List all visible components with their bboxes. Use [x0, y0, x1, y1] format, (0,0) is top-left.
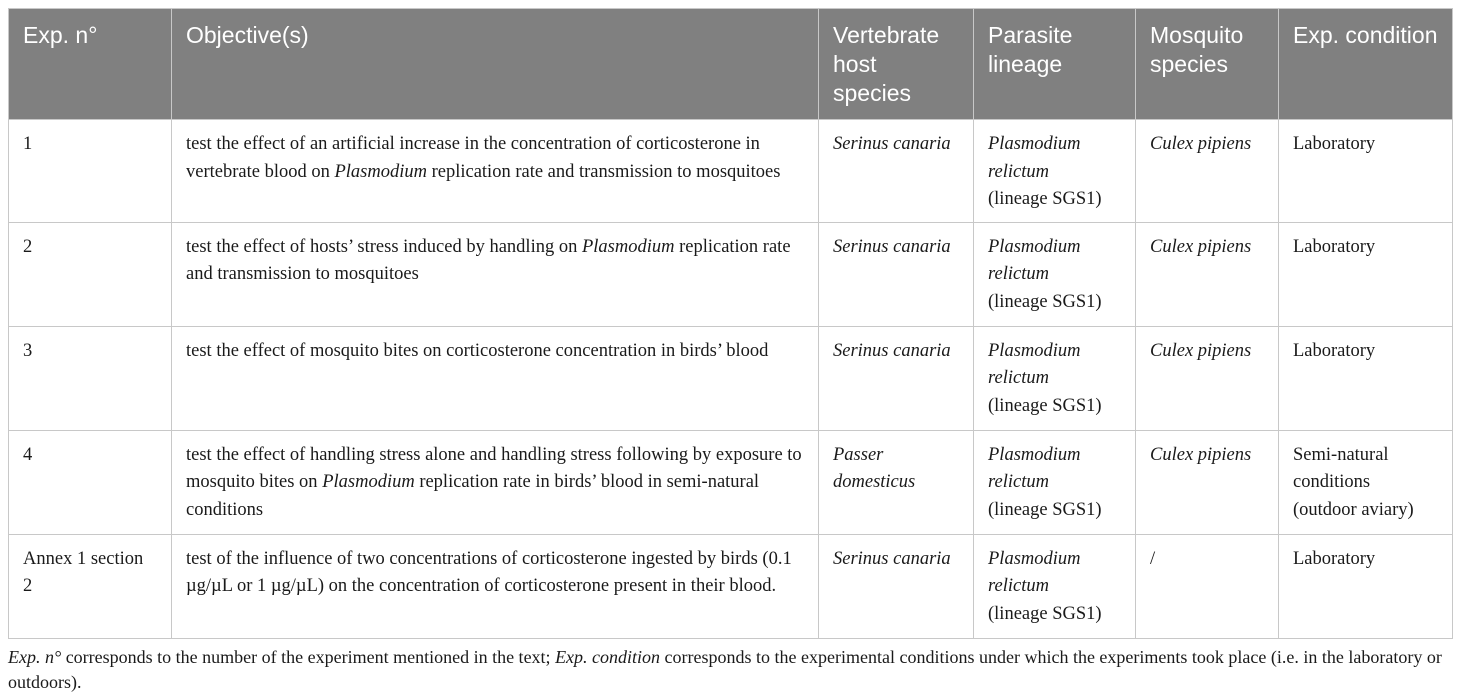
cell-condition: Laboratory	[1279, 326, 1453, 430]
table-row	[9, 430, 1453, 534]
column-header-parasite: Parasite lineage	[974, 9, 1136, 120]
cell-host: Serinus canaria	[819, 534, 974, 638]
parasite-lineage: (lineage SGS1)	[988, 189, 1102, 209]
cell-mosquito: Culex pipiens	[1136, 326, 1279, 430]
footnote-text: corresponds to the experimental conditions under which the experiments took place (i.e. in the laboratory or outdoors).	[8, 647, 1442, 692]
cell-host: Passer domesticus	[819, 430, 974, 534]
table-row	[9, 120, 1453, 223]
cell-objective	[172, 326, 819, 430]
cell-parasite	[974, 326, 1136, 430]
table-row	[9, 534, 1453, 638]
cell-host: Serinus canaria	[819, 222, 974, 326]
column-header-host: Vertebrate host species	[819, 9, 974, 120]
cell-mosquito: Culex pipiens	[1136, 120, 1279, 223]
cell-host: Serinus canaria	[819, 120, 974, 223]
objective-genus: Plasmodium	[581, 236, 675, 257]
parasite-name: Plasmodium relictum	[988, 236, 1081, 284]
experiments-table	[8, 8, 1453, 639]
cell-exp: 4	[9, 430, 172, 534]
table-row	[9, 326, 1453, 430]
objective-text: replication rate in birds’ blood in semi-natural conditions	[186, 472, 760, 520]
objective-text: replication rate and transmission to mosquitoes	[186, 236, 791, 284]
header-row	[9, 9, 1453, 120]
parasite-name: Plasmodium relictum	[988, 548, 1081, 596]
column-header-objective: Objective(s)	[172, 9, 819, 120]
footnote-term: Exp. n°	[8, 647, 62, 667]
column-header-condition: Exp. condition	[1279, 9, 1453, 120]
cell-objective	[172, 222, 819, 326]
objective-text: test the effect of hosts’ stress induced by handling on	[186, 236, 582, 257]
parasite-name: Plasmodium relictum	[988, 134, 1081, 182]
cell-condition: Laboratory	[1279, 534, 1453, 638]
cell-parasite	[974, 120, 1136, 223]
objective-text: test of the influence of two concentrations of corticosterone ingested by birds (0.1 µg/µL or 1 µg/µL) on the concentration of corticosterone present in their blood.	[186, 548, 792, 596]
cell-condition: Semi-natural conditions (outdoor aviary)	[1279, 430, 1453, 534]
table-row	[9, 222, 1453, 326]
cell-exp: 1	[9, 120, 172, 223]
cell-parasite	[974, 222, 1136, 326]
objective-text: test the effect of an artificial increase in the concentration of corticosterone in vertebrate blood on	[186, 134, 760, 182]
cell-host: Serinus canaria	[819, 326, 974, 430]
cell-objective	[172, 534, 819, 638]
footnote-text: corresponds to the number of the experiment mentioned in the text;	[61, 647, 556, 667]
objective-text: test the effect of mosquito bites on corticosterone concentration in birds’ blood	[186, 340, 769, 361]
cell-condition: Laboratory	[1279, 120, 1453, 223]
column-header-exp: Exp. n°	[9, 9, 172, 120]
column-header-mosquito: Mosquito species	[1136, 9, 1279, 120]
cell-parasite	[974, 534, 1136, 638]
cell-objective	[172, 430, 819, 534]
objective-genus: Plasmodium	[322, 472, 415, 492]
cell-mosquito: /	[1136, 534, 1279, 638]
parasite-name: Plasmodium relictum	[988, 444, 1081, 492]
parasite-lineage: (lineage SGS1)	[988, 291, 1102, 312]
footnote-term: Exp. condition	[555, 647, 661, 667]
table-footnote	[8, 645, 1452, 695]
cell-mosquito: Culex pipiens	[1136, 222, 1279, 326]
cell-mosquito: Culex pipiens	[1136, 430, 1279, 534]
objective-genus: Plasmodium	[334, 161, 427, 182]
cell-parasite	[974, 430, 1136, 534]
cell-objective	[172, 120, 819, 223]
parasite-name: Plasmodium relictum	[988, 340, 1081, 388]
objective-text: replication rate and transmission to mosquitoes	[426, 161, 781, 182]
cell-exp: Annex 1 section 2	[9, 534, 172, 638]
parasite-lineage: (lineage SGS1)	[988, 499, 1102, 520]
objective-text: test the effect of handling stress alone and handling stress following by exposure to mosquito bites on	[186, 444, 802, 492]
cell-exp: 3	[9, 326, 172, 430]
parasite-lineage: (lineage SGS1)	[988, 603, 1102, 624]
parasite-lineage: (lineage SGS1)	[988, 395, 1102, 416]
cell-exp: 2	[9, 222, 172, 326]
cell-condition: Laboratory	[1279, 222, 1453, 326]
